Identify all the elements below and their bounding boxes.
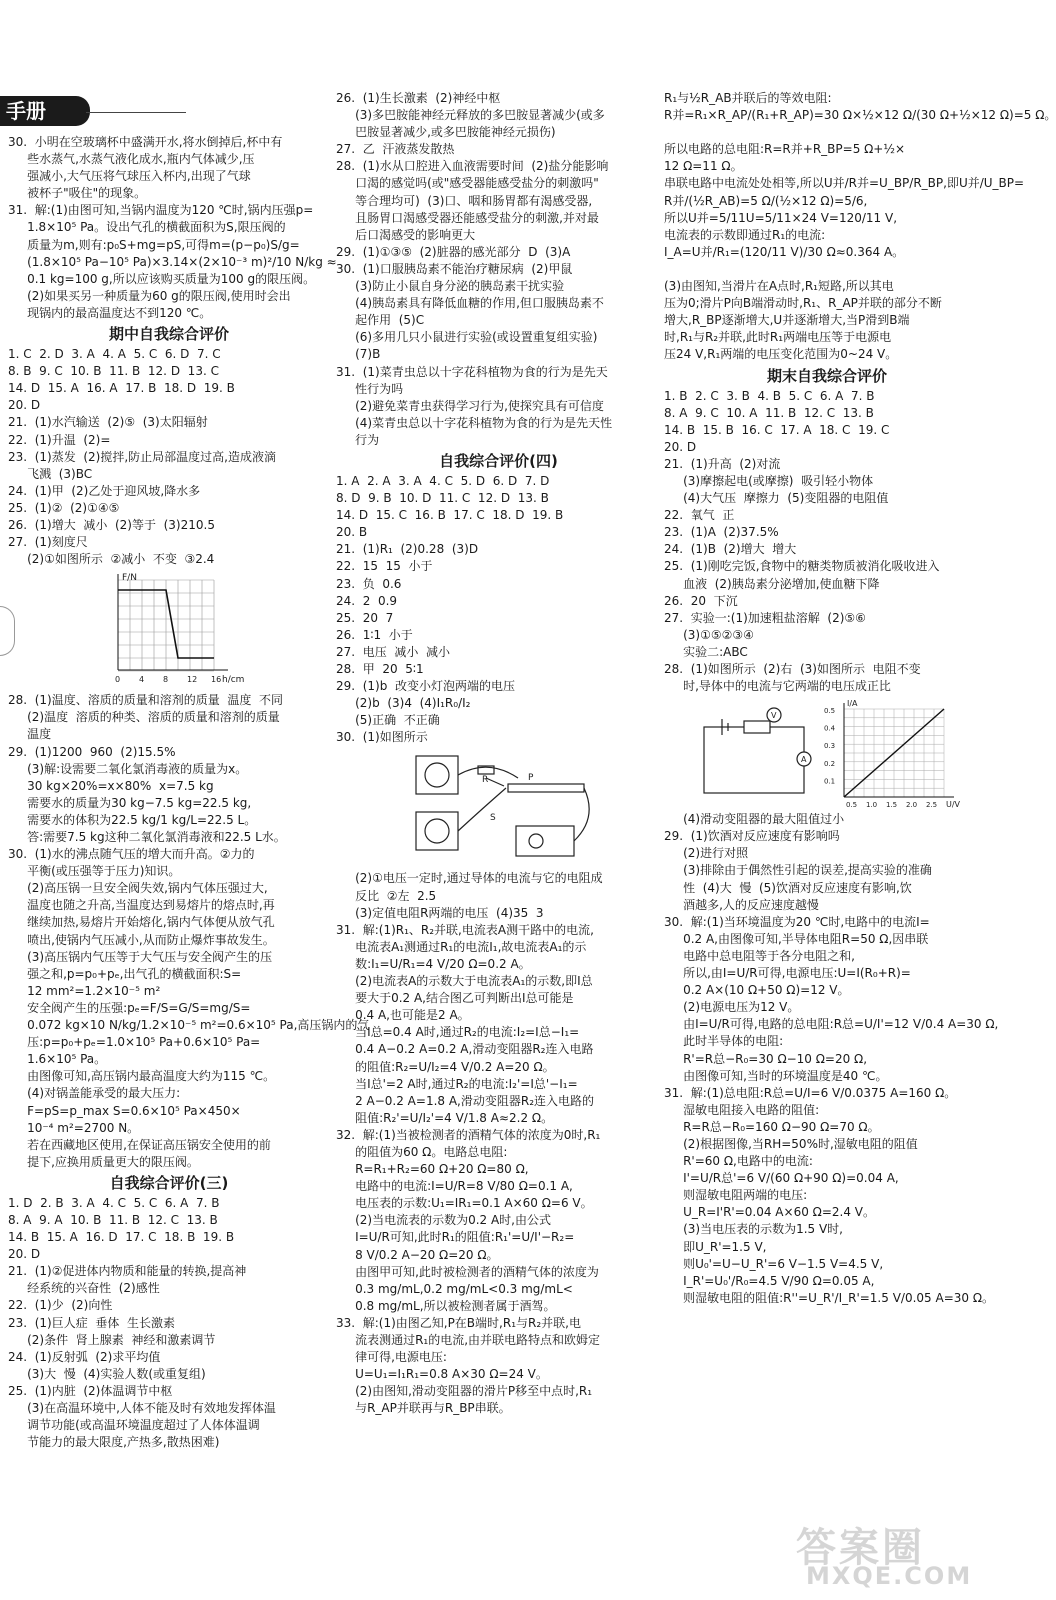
answer-line: 被杯子"吸住"的现象。 [8,186,147,201]
answer-line: 血液 (2)胰岛素分泌增加,使血糖下降 [664,576,880,591]
answer-line: 阻值:R₂'=U/I₂'=4 V/1.8 A≈2.2 Ω。 [336,1110,554,1125]
answer-line: 电压表的示数:U₁=IR₁=0.1 A×60 Ω=6 V。 [336,1196,593,1211]
answer-line: 26. 1∶1 小于 [336,627,413,642]
answer-line: 1. B 2. C 3. B 4. B 5. C 6. A 7. B [664,388,875,403]
answer-line: 23. (1)巨人症 垂体 生长激素 [8,1315,175,1330]
answer-line: 行为 [336,432,380,447]
answer-line: 要大于0.2 A,结合图乙可判断出I总可能是 [336,991,574,1006]
answer-line: 27. 乙 汗液蒸发散热 [336,142,455,157]
answer-line [664,261,990,278]
answer-line: (3)多巴胺能神经元释放的多巴胺显著减少(或多 [336,108,605,123]
answer-line: 30 kg×20%=x×80% x=7.5 kg [8,778,214,793]
ammeter-symbol: A [801,755,807,765]
answer-line: 20. D [664,439,697,454]
answer-line: 31. 解:(1)由图可知,当锅内温度为120 ℃时,锅内压强p= [8,203,314,218]
answer-line: 经系统的兴奋性 (2)感性 [8,1281,160,1296]
column-middle [336,90,661,1417]
answer-line: 33. 解:(1)由图乙知,P在B端时,R₁与R₂并联,电 [336,1315,581,1330]
resistor-label: R [482,775,489,786]
answer-line: 则U₀'=U−U_R'=6 V−1.5 V=4.5 V, [664,1256,884,1271]
answer-line: 所以,由I=U/R可得,电源电压:U=I(R₀+R)= [664,966,911,981]
answer-line: (3)由图知,当滑片在A点时,R₁短路,所以其电 [664,279,894,294]
answer-line: 27. 实验一:(1)加速粗盐溶解 (2)⑤⑥ [664,610,866,625]
x-tick-label: 8 [163,675,169,685]
answer-line: 1.6×10⁵ Pa。 [8,1052,107,1067]
answer-line: (3)排除由于偶然性引起的误差,提高实验的准确 [664,863,932,878]
answer-line: R'=60 Ω,电路中的电流: [664,1154,813,1169]
answer-line: 电流表A₁测通过R₁的电流I₁,故电流表A₁的示 [336,939,587,954]
answer-line: (4)胰岛素具有降低血糖的作用,但口服胰岛素不 [336,296,604,311]
answer-line: 飞溅 (3)BC [8,466,93,481]
answer-line: 1. C 2. D 3. A 4. A 5. C 6. D 7. C [8,347,221,362]
answer-line: 0.8 mg/mL,所以被检测者属于酒驾。 [336,1298,556,1313]
answer-line: 提下,应换用质量更大的限压阀。 [8,1154,199,1169]
answer-line: 14. B 15. A 16. D 17. C 18. B 19. B [8,1230,235,1245]
answer-line: 口渴的感觉吗(或"感受器能感受盐分的刺激吗" [336,176,599,191]
y-tick-label: 0.4 [824,724,836,733]
answer-line: 22. (1)升温 (2)= [8,432,111,447]
answer-line: (2)①电压一定时,通过导体的电流与它的电阻成 [336,871,603,886]
answer-line: 0.4 A,也可能是2 A。 [336,1008,470,1023]
answer-line: 12 mm²=1.2×10⁻⁵ m² [8,983,161,998]
answer-line: 时,导体中的电流与它两端的电压成正比 [664,679,891,694]
answer-line: 30. (1)水的沸点随气压的增大而升高。②力的 [8,847,255,862]
answer-line: 24. (1)B (2)增大 增大 [664,542,797,557]
answer-line: 此时半导体的电阻: [664,1034,784,1049]
section-tab: 手册 [0,96,90,126]
answer-line: 安全阀产生的压强:pₑ=F/S=G/S=mg/S= [8,1000,251,1015]
answer-line: 26. 20 下沉 [664,593,738,608]
answer-line: 性行为吗 [336,381,404,396]
answer-line: 12 Ω=11 Ω。 [664,159,743,174]
answer-line: 后口渴感受的影响更大 [336,227,476,242]
answer-line: 答:需要7.5 kg这种二氧化氯消毒液和22.5 L水。 [8,830,286,844]
answer-line: 22. 氧气 正 [664,508,735,523]
y-axis-label: F/N [122,573,137,584]
answer-line: (2)b (3)4 (4)I₁R₀/I₂ [336,696,471,711]
answer-line: 8. A 9. C 10. A 11. B 12. C 13. B [664,405,874,420]
answer-line: (2)避免菜青虫获得学习行为,使探究具有可信度 [336,398,604,413]
answer-line: 30. 解:(1)当环境温度为20 ℃时,电路中的电流I= [664,914,930,929]
answer-line: 与R_AP并联再与R_BP串联。 [336,1401,511,1416]
answer-line: 28. (1)水从口腔进入血液需要时间 (2)盐分能影响 [336,159,609,174]
answer-line: R'=R总−R₀=30 Ω−10 Ω=20 Ω, [664,1051,868,1066]
section-heading: 自我综合评价(四) [439,451,558,470]
answer-line: (3)①⑤②③④ [664,627,754,642]
answer-line: R=R总−R₀=160 Ω−90 Ω=70 Ω。 [664,1119,880,1134]
answer-line: (5)正确 不正确 [336,713,440,728]
answer-line: 若在西藏地区使用,在保证高压锅安全使用的前 [8,1137,271,1152]
circuit-diagram [408,748,608,868]
x-tick-label: 0.5 [846,801,858,810]
answer-line: 由图像可知,高压锅内最高温度大约为115 ℃。 [8,1069,276,1084]
answer-line [664,124,990,141]
answer-line: 串联电路中电流处处相等,所以U并/R并=U_BP/R_BP,即U并/U_BP= [664,176,1025,191]
answer-line: 节能力的最大限度,产热多,散热困难) [8,1435,220,1450]
answer-line: 20. D [8,398,41,413]
answer-line: R=R₁+R₂=60 Ω+20 Ω=80 Ω, [336,1162,529,1177]
answer-line: 8. B 9. C 10. B 11. B 12. D 13. C [8,364,219,379]
voltmeter-symbol: V [771,711,777,721]
answer-line: 26. (1)生长激素 (2)神经中枢 [336,91,501,105]
x-tick-label: 2.0 [906,801,918,810]
answer-line: 电流表的示数即通过R₁的电流: [664,227,826,242]
answer-line: 23. 负 0.6 [336,576,402,591]
answer-line: 22. 15 15 小于 [336,559,433,574]
answer-line: 当I总'=2 A时,通过R₂的电流:I₂'=I总'−I₁= [336,1076,578,1091]
answer-line: (2)①如图所示 ②减小 不变 ③2.4 [8,552,215,567]
answer-line: 且肠胃口渴感受器还能感受盐分的刺激,并对最 [336,210,599,225]
answer-line: (2)当电流表的示数为0.2 A时,由公式 [336,1213,551,1228]
answer-line: 0.3 mg/mL,0.2 mg/mL<0.3 mg/mL< [336,1281,573,1296]
answer-line: 0.4 A−0.2 A=0.2 A,滑动变阻器R₂连入电路 [336,1042,594,1057]
answer-line: U=U₁=I₁R₁=0.8 A×30 Ω=24 V。 [336,1367,548,1382]
answer-line: R并=R₁×R_AP/(R₁+R_AP)=30 Ω×½×12 Ω/(30 Ω+½×12 Ω)=5 Ω。 [664,108,1056,123]
answer-line: (3)摩擦起电(或摩擦) 吸引轻小物体 [664,473,874,488]
answer-line: 当I总=0.4 A时,通过R₂的电流:I₂=I总−I₁= [336,1025,580,1040]
answer-line: 现锅内的最高温度达不到120 ℃。 [8,305,212,320]
answer-line: (3)在高温环境中,人体不能及时有效地发挥体温 [8,1401,276,1415]
answer-line: 29. (1)①③⑤ (2)脏器的感光部分 D (3)A [336,244,571,259]
x-tick-label: 2.5 [926,801,938,810]
answer-line: 30. (1)如图所示 [336,730,428,745]
answer-line: 温度 [8,727,52,742]
answer-line: 则湿敏电阻两端的电压: [664,1188,808,1203]
section-heading: 自我综合评价(三) [109,1173,229,1192]
answer-line: 流表测通过R₁的电流,由并联电路特点和欧姆定 [336,1333,601,1347]
answer-line: 0.072 kg×10 N/kg/1.2×10⁻⁵ m²=0.6×10⁵ Pa,高压锅内的气 [8,1018,370,1033]
answer-line: 0.2 A,由图像可知,半导体电阻R=50 Ω,因串联 [664,931,929,946]
answer-line: 则湿敏电阻的阻值:R''=U_R'/I_R'=1.5 V/0.05 A=30 Ω。 [664,1290,995,1305]
x-tick-label: 4 [139,675,145,685]
answer-line: 8 V/0.2 A−20 Ω=20 Ω。 [336,1247,499,1262]
answer-line: 27. 电压 减小 减小 [336,644,450,659]
answer-line: 性 (4)大 慢 (5)饮酒对反应速度有影响,饮 [664,880,912,895]
answer-line: 湿敏电阻接入电路的阻值: [664,1102,820,1117]
answer-line: 电路中的电流:I=U/R=8 V/80 Ω=0.1 A, [336,1179,573,1194]
answer-line: 平衡(或压强等于压力)知识。 [8,864,181,879]
answer-line: 28. 甲 20 5∶1 [336,662,424,676]
answer-line: 增大,R_BP逐渐增大,U并逐渐增大,当P滑到B端 [664,313,910,328]
force-depth-graph [98,570,248,690]
answer-line: I'=U/R总'=6 V/(60 Ω+90 Ω)=0.04 A, [664,1171,899,1186]
answer-line: 23. (1)A (2)37.5% [664,525,779,540]
y-tick-label: 0.5 [824,707,836,716]
answer-line: 24. (1)甲 (2)乙处于迎风坡,降水多 [8,483,201,498]
answer-line: 21. (1)水汽输送 (2)⑤ (3)太阳辐射 [8,415,208,430]
answer-line: (4)菜青虫总以十字花科植物为食的行为是先天性 [336,415,613,430]
answer-line: R并/(½R_AB)=5 Ω/(½×12 Ω)=5/6, [664,193,868,208]
answer-line: 2 A−0.2 A=1.8 A,滑动变阻器R₂连入电路的 [336,1093,595,1108]
answer-line: I_A=U并/R₁=(120/11 V)/30 Ω≈0.364 A。 [664,244,905,259]
section-heading: 期末自我综合评价 [766,366,887,385]
answer-line: 0.2 A×(10 Ω+50 Ω)=12 V。 [664,983,850,998]
answer-line: 8. A 9. A 10. B 11. B 12. C 13. B [8,1212,218,1227]
answer-line: 律可得,电源电压: [336,1350,447,1365]
answer-line: 酒越多,人的反应速度越慢 [664,897,819,912]
answer-line: 调节功能(或高温环境温度超过了人体体温调 [8,1418,260,1433]
x-axis-label: h/cm [222,675,245,686]
answer-line: (4)滑动变阻器的最大阻值过小 [664,812,845,827]
answer-line: 14. D 15. A 16. A 17. B 18. D 19. B [8,381,235,396]
answer-line: 即U_R'=1.5 V, [664,1239,767,1254]
x-tick-label: 1.5 [886,801,898,810]
switch-label: S [490,813,496,824]
answer-line: 压:p=p₀+pₑ=1.0×10⁵ Pa+0.6×10⁵ Pa= [8,1035,261,1050]
answer-line: 28. (1)温度、溶质的质量和溶剂的质量 温度 不同 [8,693,283,708]
answer-line: F=pS=p_max S=0.6×10⁵ Pa×450× [8,1103,241,1118]
tab-rule [86,112,186,113]
answer-line: 所以电路的总电阻:R=R并+R_BP=5 Ω+½× [664,142,906,157]
answer-line: 25. (1)② (2)①④⑤ [8,500,120,515]
answer-line: 实验二:ABC [664,644,748,659]
answer-line: 31. (1)菜青虫总以十字花科植物为食的行为是先天 [336,364,608,379]
answer-line: 20. D [8,1247,41,1262]
x-tick-label: 1.0 [866,801,878,810]
answer-line: (2)电流表A的示数大于电流表A₁的示数,即I总 [336,974,593,989]
answer-line: (2)进行对照 [664,846,749,861]
answer-line: 质量为m,则有:p₀S+mg=pS,可得m=(p−p₀)S/g= [8,237,300,252]
answer-line: R₁与½R_AB并联后的等效电阻: [664,91,832,105]
answer-line: (2)条件 肾上腺素 神经和激素调节 [8,1332,216,1347]
answer-line: U_R=I'R'=0.04 A×60 Ω=2.4 V。 [664,1205,875,1220]
x-tick-label: 0 [115,675,121,685]
watermark-text: 答案圈 [796,1525,925,1571]
answer-line: 些水蒸气,水蒸气液化成水,瓶内气体减少,压 [8,152,255,167]
answer-line: (3)解:设需要二氧化氯消毒液的质量为x。 [8,761,248,776]
answer-line: I_R'=U₀'/R₀=4.5 V/90 Ω=0.05 A, [664,1273,875,1288]
answer-line: (2)由图知,滑动变阻器的滑片P移至中点时,R₁ [336,1384,593,1399]
watermark-logo [782,1516,982,1592]
answer-line: 25. (1)刚吃完饭,食物中的糖类物质被消化吸收进入 [664,559,940,574]
answer-line: 压24 V,R₁两端的电压变化范围为0~24 V。 [664,347,898,362]
answer-line: 需要水的质量为30 kg−7.5 kg=22.5 kg, [8,795,252,810]
answer-line: 温度也随之升高,当温度达到易熔片的熔点时,再 [8,898,275,913]
slider-label: P [528,773,534,784]
y-tick-label: 0.2 [824,759,836,768]
answer-line: 14. D 15. C 16. B 17. C 18. D 19. B [336,508,564,523]
answer-line: 时,R₁与R₂并联,此时R₁两端电压等于电源电 [664,330,892,345]
answer-line: 27. (1)刻度尺 [8,535,88,550]
answer-line: (4)对锅盖能承受的最大压力: [8,1086,181,1101]
answer-line: 25. 20 7 [336,610,394,625]
answer-line: 0.1 kg=100 g,所以应该购买质量为100 g的限压阀。 [8,271,316,286]
answer-line: 29. (1)b 改变小灯泡两端的电压 [336,679,515,694]
answer-line: 强之和,p=p₀+pₑ,出气孔的横截面积:S= [8,966,242,981]
answer-line: 1. D 2. B 3. A 4. C 5. C 6. A 7. B [8,1195,220,1210]
answer-line: (1.8×10⁵ Pa−10⁵ Pa)×3.14×(2×10⁻³ m)²/10 N/kg ≈ [8,254,337,269]
answer-line: (2)如果买另一种质量为60 g的限压阀,使用时会出 [8,288,291,303]
answer-line: 电路中总电阻等于各分电阻之和, [664,948,855,963]
answer-line: 10⁻⁴ m²=2700 N。 [8,1120,140,1135]
answer-line: (2)电源电压为12 V。 [664,1000,800,1015]
answer-line: 29. (1)1200 960 (2)15.5% [8,744,176,759]
answer-line: 的阻值为60 Ω。电路总电阻: [336,1144,508,1159]
answer-line: (2)高压锅一旦安全阀失效,锅内气体压强过大, [8,881,268,896]
answer-line: 由图像可知,当时的环境温度是40 ℃。 [664,1068,888,1083]
answer-line: I=U/R可知,此时R₁的阻值:R₁'=U/I'−R₂= [336,1230,575,1245]
answer-line: (3)防止小鼠自身分泌的胰岛素干扰实验 [336,279,565,294]
y-axis-label: I/A [847,699,858,709]
x-tick-label: 16 [211,675,222,685]
answer-line: 压为0;滑片P向B端滑动时,R₁、R_AP并联的部分不断 [664,296,942,311]
answer-line: 起作用 (5)C [336,313,425,328]
answer-line: 8. D 9. B 10. D 11. C 12. D 13. B [336,491,549,506]
answer-line: 28. (1)如图所示 (2)右 (3)如图所示 电阻不变 [664,662,921,676]
answer-line: 喷出,使锅内气压减小,从而防止爆炸事故发生。 [8,932,275,947]
answer-line: (3)高压锅内气压等于大气压与安全阀产生的压 [8,949,273,964]
y-tick-label: 0.1 [824,777,836,786]
answer-line: 强减小,大气压将气球压入杯内,出现了气球 [8,169,251,184]
watermark-url: MXQE.COM [806,1562,973,1590]
answer-line: 由I=U/R可得,电路的总电阻:R总=U/I'=12 V/0.4 A=30 Ω, [664,1017,999,1032]
answer-line: 31. 解:(1)R₁、R₂并联,电流表A测干路中的电流, [336,922,594,937]
answer-line: 1.8×10⁵ Pa。设出气孔的横截面积为S,限压阀的 [8,220,286,235]
answer-line: 25. (1)内脏 (2)体温调节中枢 [8,1383,173,1398]
answer-line: 29. (1)饮酒对反应速度有影响吗 [664,829,840,844]
answer-line: (7)B [336,347,381,362]
answer-line: 所以U并=5/11U=5/11×24 V=120/11 V, [664,210,898,225]
answer-line: (3)定值电阻R两端的电压 (4)35 3 [336,905,544,920]
answer-line: 巴胺显著减少,或多巴胺能神经元损伤) [336,125,556,140]
x-tick-label: 12 [187,675,198,685]
answer-line: 21. (1)R₁ (2)0.28 (3)D [336,542,479,557]
column-right [664,90,1056,1307]
answer-line: 21. (1)升高 (2)对流 [664,456,781,471]
answer-line: 31. 解:(1)总电阻:R总=U/I=6 V/0.0375 A=160 Ω。 [664,1085,957,1100]
answer-line: 22. (1)少 (2)向性 [8,1298,113,1313]
answer-line: 30. 小明在空玻璃杯中盛满开水,将水倒掉后,杯中有 [8,135,283,149]
x-axis-label: U/V [946,800,961,810]
answer-line: (2)温度 溶质的种类、溶质的质量和溶剂的质量 [8,710,280,725]
answer-line: 24. 2 0.9 [336,593,398,608]
answer-line: 等合理均可) (3)口、咽和肠胃都有渴感受器, [336,193,593,208]
answer-line: 继续加热,易熔片开始熔化,锅内气体便从放气孔 [8,915,275,930]
answer-line: 21. (1)②促进体内物质和能量的转换,提高神 [8,1264,247,1279]
answer-line: 30. (1)口服胰岛素不能治疗糖尿病 (2)甲鼠 [336,261,573,276]
answer-line: (3)当电压表的示数为1.5 V时, [664,1222,843,1237]
answer-line: (2)根据图像,当RH=50%时,湿敏电阻的阻值 [664,1136,918,1151]
circuit-and-iu-graph [664,697,964,809]
answer-line: 20. B [336,525,368,540]
answer-line: 由图甲可知,此时被检测者的酒精气体的浓度为 [336,1264,599,1279]
answer-line: 数:I₁=U/R₁=4 V/20 Ω=0.2 A。 [336,956,531,971]
answer-line: (3)大 慢 (4)实验人数(或重复组) [8,1366,206,1381]
answer-line: 32. 解:(1)当被检测者的酒精气体的浓度为0时,R₁ [336,1127,601,1142]
answer-line: 26. (1)增大 减小 (2)等于 (3)210.5 [8,517,215,532]
answer-line: 反比 ②左 2.5 [336,888,437,903]
answer-line: (6)多用几只小鼠进行实验(或设置重复组实验) [336,330,598,345]
answer-line: 14. B 15. B 16. C 17. A 18. C 19. C [664,422,890,437]
answer-line: 1. A 2. A 3. A 4. C 5. D 6. D 7. D [336,473,550,488]
answer-line: 需要水的体积为22.5 kg/1 kg/L=22.5 L。 [8,812,257,827]
section-heading: 期中自我综合评价 [108,325,229,344]
answer-line: 23. (1)蒸发 (2)搅拌,防止局部温度过高,造成液滴 [8,449,276,464]
y-tick-label: 0.3 [824,742,836,751]
answer-line: 的阻值:R₂=U/I₂=4 V/0.2 A=20 Ω。 [336,1059,555,1074]
answer-line: 24. (1)反射弧 (2)求平均值 [8,1349,161,1364]
answer-line: (4)大气压 摩擦力 (5)变阻器的电阻值 [664,491,889,506]
